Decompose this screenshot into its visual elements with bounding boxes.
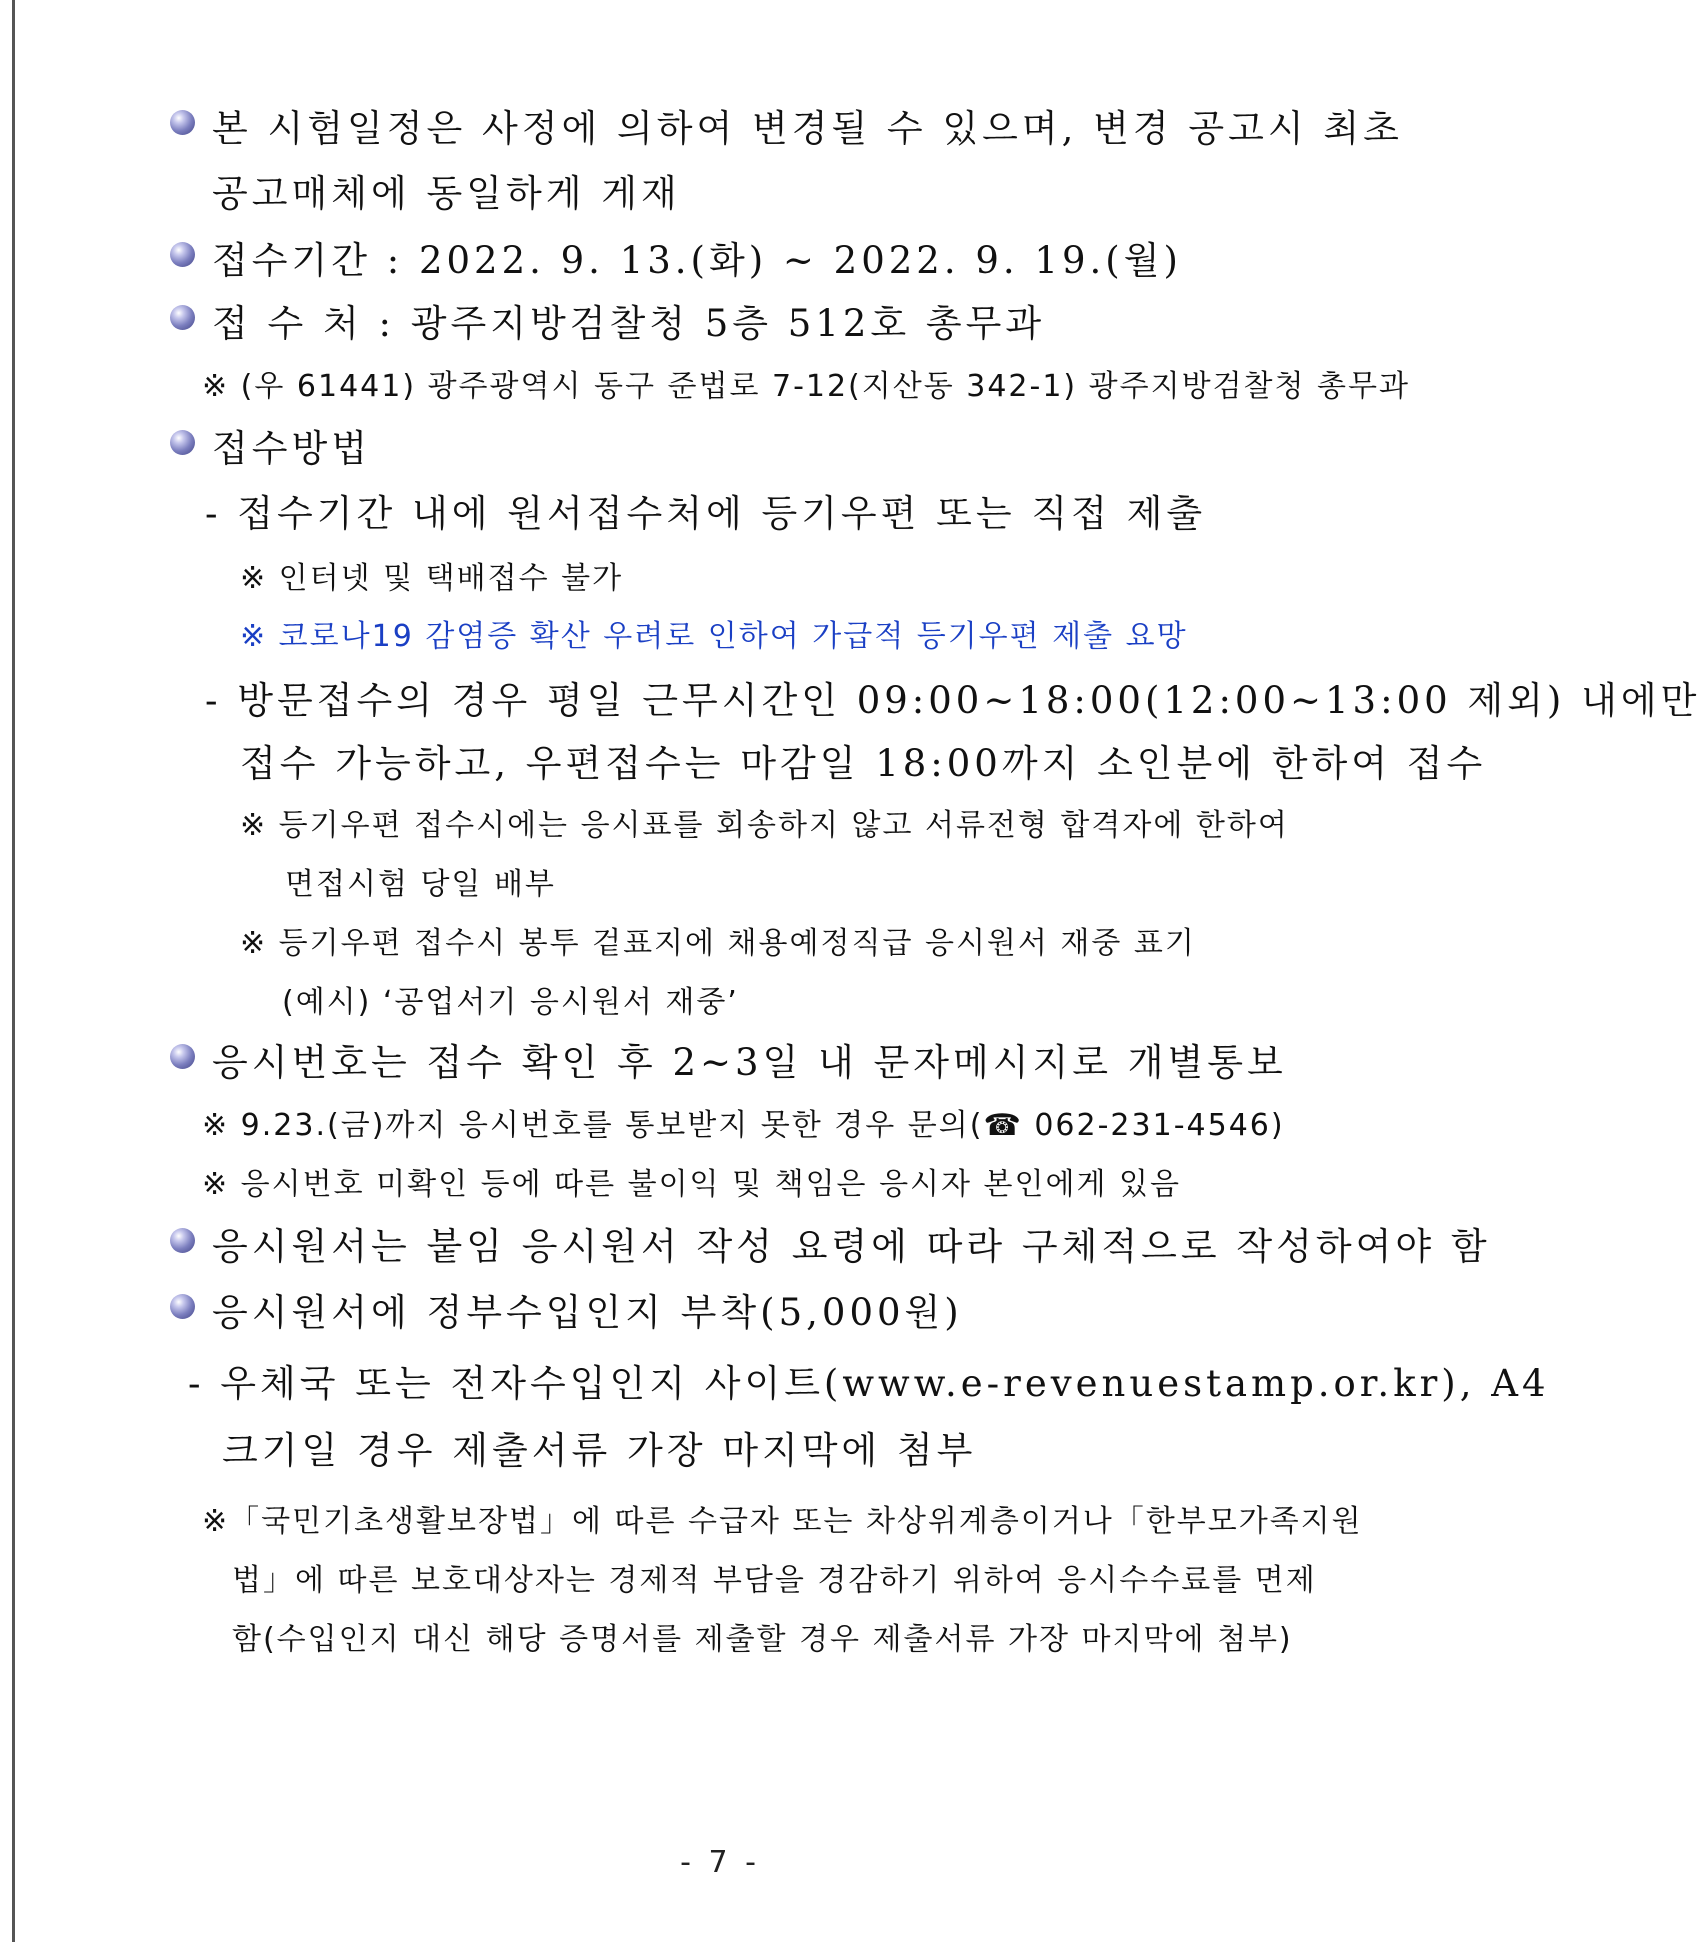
- revenue-stamp-where-cont: 크기일 경우 제출서류 가장 마지막에 첨부: [222, 1429, 977, 1472]
- application-period: 접수기간 : 2022. 9. 13.(화) ~ 2022. 9. 19.(월): [212, 239, 1182, 282]
- exam-number-notice: 응시번호는 접수 확인 후 2~3일 내 문자메시지로 개별통보: [212, 1041, 1287, 1084]
- mail-ticket-note: ※ 등기우편 접수시에는 응시표를 회송하지 않고 서류전형 합격자에 한하여: [240, 808, 1289, 843]
- application-method-heading: 접수방법: [212, 427, 371, 470]
- bullet-icon: [170, 1228, 195, 1253]
- page-left-border: [0, 0, 15, 1942]
- fee-exemption-note: ※「국민기초생활보장법」에 따른 수급자 또는 차상위계층이거나「한부모가족지원: [202, 1504, 1363, 1539]
- office-address-note: ※ (우 61441) 광주광역시 동구 준법로 7-12(지산동 342-1) 광주지방검찰청 총무과: [202, 369, 1410, 404]
- visit-application-hours-cont: 접수 가능하고, 우편접수는 마감일 18:00까지 소인분에 한하여 접수: [240, 742, 1487, 785]
- fee-exemption-note-cont2: 함(수입인지 대신 해당 증명서를 제출할 경우 제출서류 가장 마지막에 첨부): [232, 1622, 1293, 1657]
- exam-number-responsibility-note: ※ 응시번호 미확인 등에 따른 불이익 및 책임은 응시자 본인에게 있음: [202, 1167, 1181, 1202]
- application-form-instruction: 응시원서는 붙임 응시원서 작성 요령에 따라 구체적으로 작성하여야 함: [212, 1225, 1491, 1268]
- application-office: 접 수 처 : 광주지방검찰청 5층 512호 총무과: [212, 302, 1046, 345]
- fee-exemption-note-cont1: 법」에 따른 보호대상자는 경제적 부담을 경감하기 위하여 응시수수료를 면제: [232, 1563, 1317, 1598]
- bullet-icon: [170, 242, 195, 267]
- notice-schedule-change-cont: 공고매체에 동일하게 게재: [212, 172, 681, 215]
- notice-schedule-change: 본 시험일정은 사정에 의하여 변경될 수 있으며, 변경 공고시 최초: [212, 107, 1403, 150]
- method-mail-or-direct: - 접수기간 내에 원서접수처에 등기우편 또는 직접 제출: [205, 492, 1207, 535]
- revenue-stamp-where: - 우체국 또는 전자수입인지 사이트(www.e-revenuestamp.or.kr), A4: [188, 1362, 1550, 1405]
- page-number: - 7 -: [680, 1845, 760, 1880]
- no-internet-delivery-note: ※ 인터넷 및 택배접수 불가: [240, 561, 624, 596]
- bullet-icon: [170, 1044, 195, 1069]
- bullet-icon: [170, 1294, 195, 1319]
- visit-application-hours: - 방문접수의 경우 평일 근무시간인 09:00~18:00(12:00~13:00 제외) 내에만: [205, 679, 1700, 722]
- revenue-stamp-notice: 응시원서에 정부수입인지 부착(5,000원): [212, 1291, 963, 1334]
- envelope-marking-note: ※ 등기우편 접수시 봉투 겉표지에 채용예정직급 응시원서 재중 표기: [240, 926, 1196, 961]
- bullet-icon: [170, 110, 195, 135]
- bullet-icon: [170, 305, 195, 330]
- envelope-marking-example: (예시) ‘공업서기 응시원서 재중’: [282, 985, 739, 1020]
- mail-ticket-note-cont: 면접시험 당일 배부: [285, 867, 556, 902]
- covid-mail-recommendation-note: ※ 코로나19 감염증 확산 우려로 인하여 가급적 등기우편 제출 요망: [240, 619, 1188, 654]
- bullet-icon: [170, 430, 195, 455]
- exam-number-inquiry-note: ※ 9.23.(금)까지 응시번호를 통보받지 못한 경우 문의(☎ 062-231-4546): [202, 1108, 1285, 1143]
